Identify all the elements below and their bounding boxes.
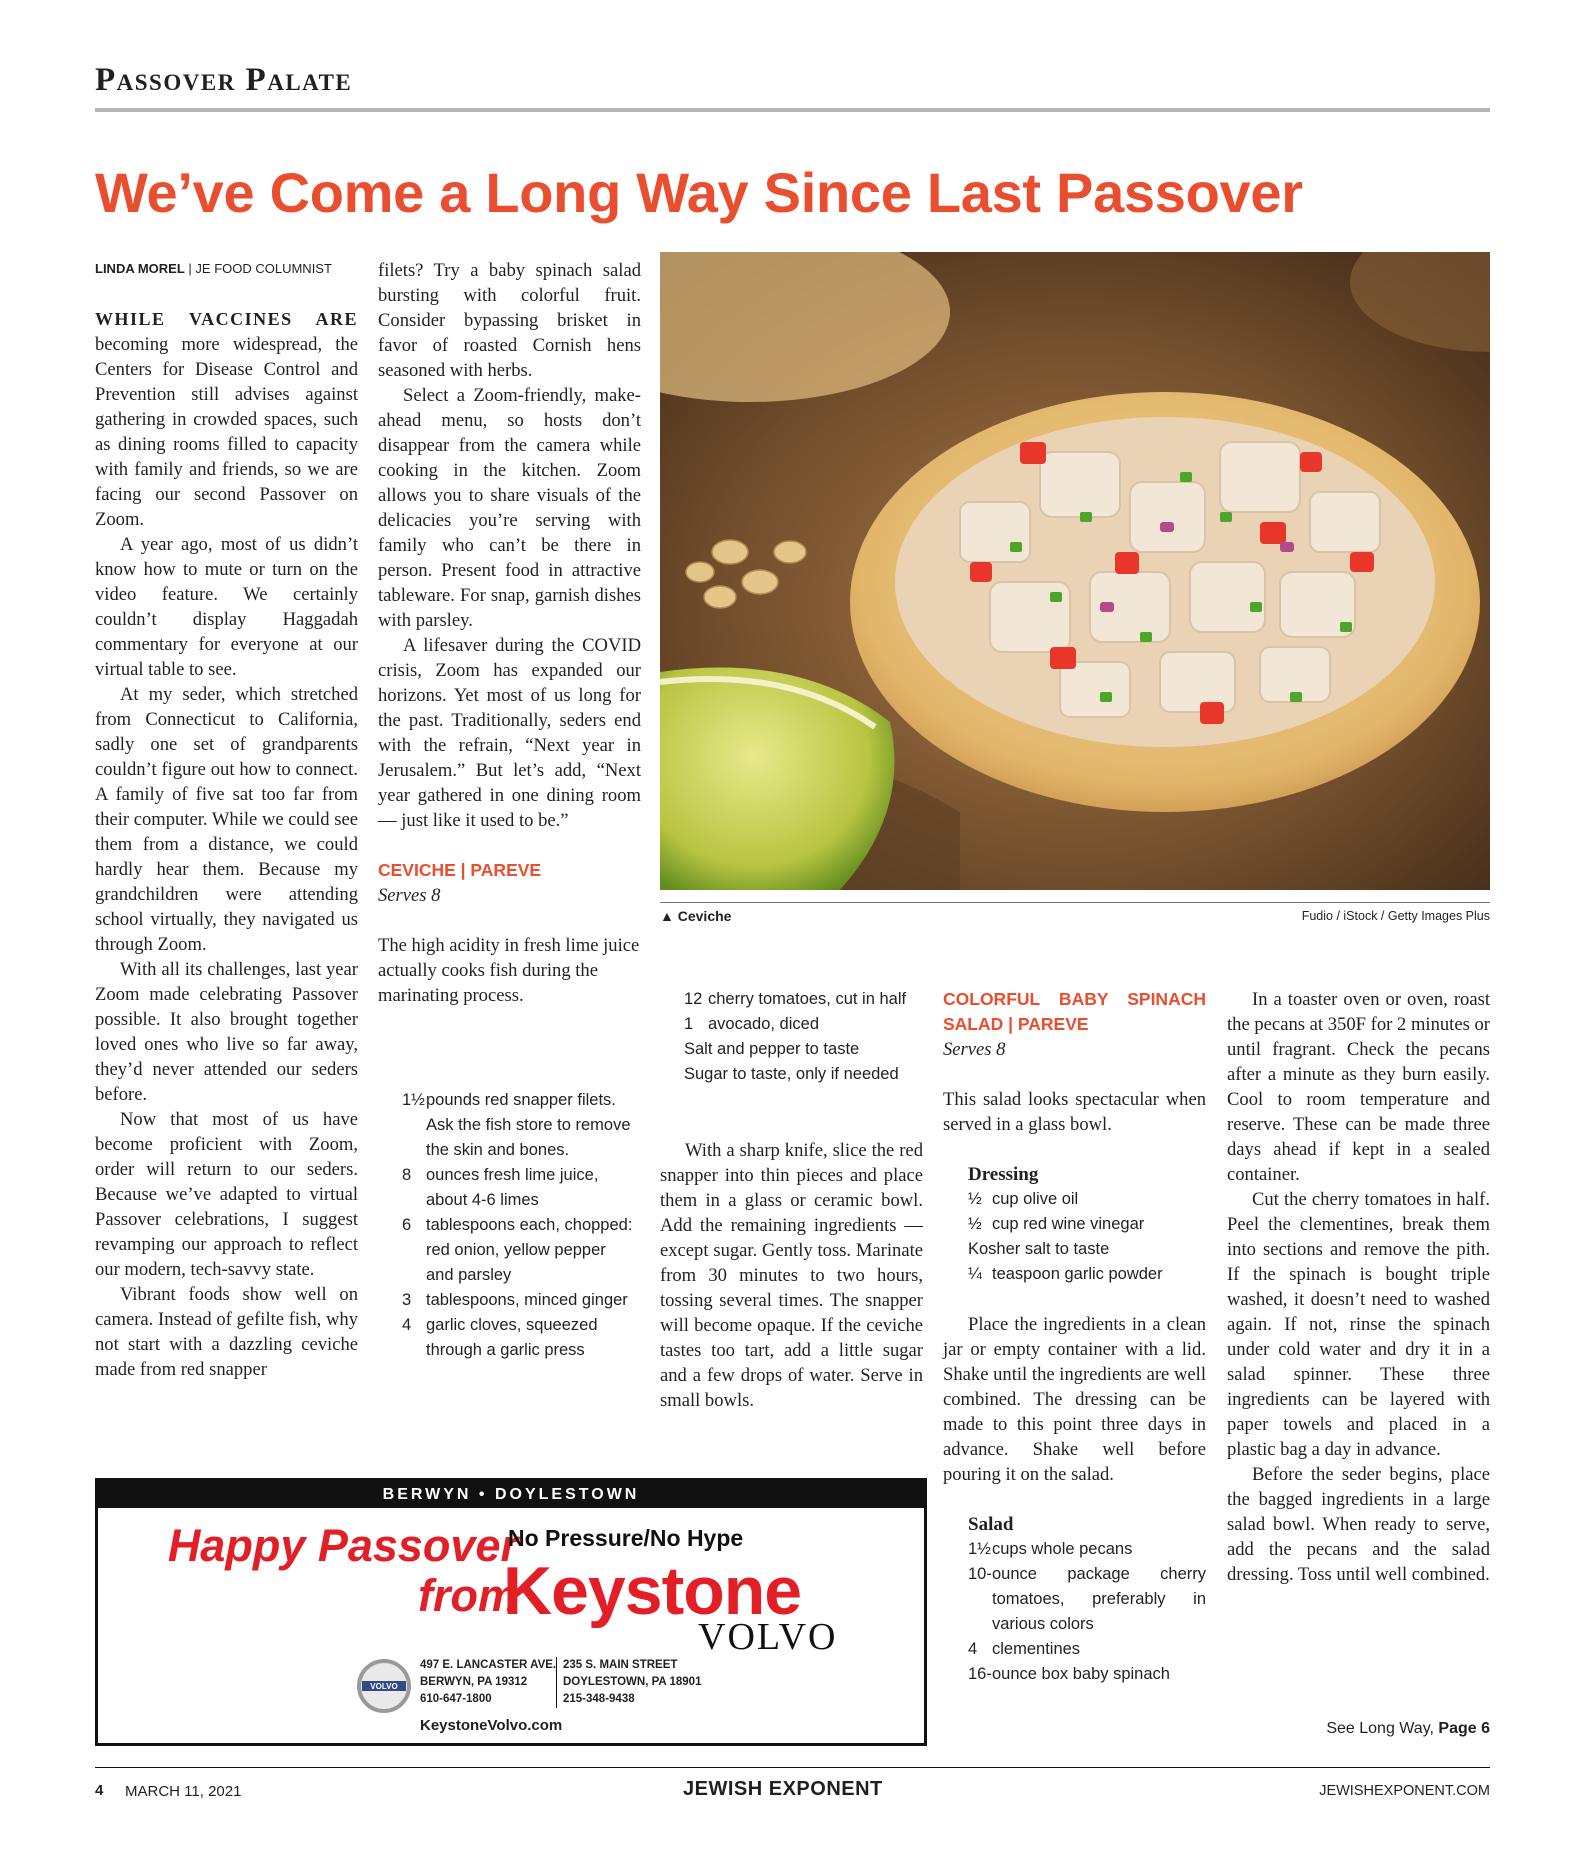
paragraph: With all its challenges, last year Zoom made celebrating Passover possible. It also brought together loved ones who live so far away, they’d never attended our seders before. [95,959,358,1105]
caption-rule [660,902,1490,903]
ingredient-row: 12 cherry tomatoes, cut in half [684,990,907,1008]
paragraph: With a sharp knife, slice the red snapper into thin pieces and place them in a glass or ceramic bowl. Add the remaining ingredients — except sugar. Gently toss. Marinate from 30 minutes to two hours, tossing several times. The snapper will become opaque. If the ceviche tastes too tart, add a little sugar and a few drops of water. Serve in small bowls. [660,1140,923,1411]
ingredient-row: 4 clementines [968,1640,1081,1658]
ceviche-ingredients-a [402,1088,637,1363]
ingredient-row: 8 ounces fresh lime juice, about 4-6 limes [402,1166,599,1209]
ingredient-row: 3 tablespoons, minced ginger [402,1291,628,1309]
ceviche-photo [660,252,1490,890]
paragraph: filets? Try a baby spinach salad bursting with colorful fruit. Consider bypassing brisket in favor of roasted Cornish hens seasoned with herbs. [378,260,641,381]
ingredient-sugar: Sugar to taste, only if needed [684,1065,899,1083]
paragraph: A lifesaver during the COVID crisis, Zoom has expanded our horizons. Yet most of us long for the past. Traditionally, seders end with the refrain, “Next year in Jerusalem.” But let’s add, “Next year gathered in one dining room — just like it used to be.” [378,635,641,831]
website-url[interactable]: JEWISHEXPONENT.COM [1319,1783,1490,1799]
ad-location-bar: BERWYN • DOYLESTOWN [98,1481,924,1508]
ad-happy-passover: Happy Passover from [167,1520,518,1621]
ingredient-row: 16- ounce box baby spinach [968,1665,1170,1683]
photo-credit: Fudio / iStock / Getty Images Plus [1301,909,1490,923]
ceviche-intro: The high acidity in fresh lime juice actually cooks fish during the marinating process. [378,935,640,1006]
ingredient-row: 6 tablespoons each, chopped: red onion, yellow pepper and parsley [402,1216,633,1284]
article-column-2 [378,258,641,1008]
byline-sep: | [184,261,196,276]
ingredient-row: ½ cup red wine vinegar [968,1215,1145,1233]
top-rule [95,108,1490,112]
byline [95,261,332,276]
ingredient-kosher-salt: Kosher salt to taste [968,1240,1110,1258]
paragraph: Now that most of us have become proficient with Zoom, order will return to our seders. Because we’ve adapted to virtual Passover celebrations, I suggest revamping our approach to reflect our modern, tech-savvy state. [95,1109,358,1280]
spinach-intro: This salad looks spectacular when served in a glass bowl. [943,1089,1206,1135]
keystone-volvo-ad[interactable] [95,1478,927,1746]
ingredient-row: ½ cup olive oil [968,1190,1079,1208]
photo-caption: ▲ Ceviche [660,908,732,924]
byline-name: LINDA MOREL [95,261,185,276]
paragraph: In a toaster oven or oven, roast the pecans at 350F for 2 minutes or until fragrant. Check the pecans after a minute as they burn easily. Cool to room temperature and reserve. These can be made three days ahead if kept in a sealed container. [1227,989,1490,1185]
paragraph: becoming more widespread, the Centers for Disease Control and Prevention still advises against gathering in crowded spaces, such as dining rooms filled to capacity with family and friends, so we are facing our second Passover on Zoom. [95,334,358,530]
dressing-subhead: Dressing [968,1164,1039,1185]
ad-address-doylestown: 235 S. MAIN STREET DOYLESTOWN, PA 18901 215-348-9438 [556,1657,701,1708]
dressing-ingredients [943,1187,1206,1287]
publication-name: JEWISH EXPONENT [683,1778,883,1800]
ceviche-serves: Serves 8 [378,885,441,906]
ingredient-row: ¼ teaspoon garlic powder [968,1265,1163,1283]
salad-subhead: Salad [968,1514,1014,1535]
caption-triangle-icon: ▲ [660,908,674,924]
paragraph: Select a Zoom-friendly, make-ahead menu, so hosts don’t disappear from the camera while cooking in the kitchen. Zoom allows you to share visuals of the delicacies you’re serving with family who can’t be there in person. Present food in attractive tableware. For snap, garnish dishes with parsley. [378,385,641,631]
paragraph: A year ago, most of us didn’t know how to mute or turn on the video feature. We certainly couldn’t display Haggadah commentary for everyone at our virtual table to see. [95,534,358,680]
page-number: 4 [95,1782,104,1799]
salad-ingredients [943,1537,1206,1687]
paragraph: Cut the cherry tomatoes in half. Peel the clementines, break them into sections and remove the pith. If the spinach is bought triple washed, it doesn’t need to washed again. If not, rinse the spinach under cold water and dry it in a salad spinner. These three ingredients can be layered with paper towels and placed in a plastic bag a day in advance. [1227,1189,1490,1460]
ingredient-row: 4 garlic cloves, squeezed through a garlic press [402,1316,598,1359]
byline-role: JE FOOD COLUMNIST [195,261,332,276]
ingredient-row: 1½ pounds red snapper filets. Ask the fish store to remove the skin and bones. [402,1091,631,1159]
dressing-method: Place the ingredients in a clean jar or empty container with a lid. Shake until the ingredients are well combined. The dressing can be made to this point three days in advance. Shake well before pouring it on the salad. [943,1314,1206,1485]
ingredient-row: 1 avocado, diced [684,1015,819,1033]
footer-rule [95,1767,1490,1768]
ad-tagline: No Pressure/No Hype [508,1525,744,1551]
spinach-method-column [1227,987,1490,1587]
issue-date: MARCH 11, 2021 [125,1783,242,1800]
ad-address-berwyn: 497 E. LANCASTER AVE. BERWYN, PA 19312 610-647-1800 [420,1659,557,1705]
ingredient-row: 10- ounce package cherry tomatoes, preferably in various colors [968,1565,1206,1633]
paragraph: At my seder, which stretched from Connecticut to California, sadly one set of grandparents couldn’t figure out how to connect. A family of five sat too far from their computer. While we could see them from a distance, we could hardly hear them. Because my grandchildren were attending school virtually, they navigated us through Zoom. [95,684,358,955]
volvo-logo-icon [356,1658,412,1714]
paragraph: Vibrant foods show well on camera. Instead of gefilte fish, why not start with a dazzling ceviche made from red snapper [95,1284,358,1380]
spinach-recipe-column [943,987,1206,1687]
svg-text:VOLVO: VOLVO [370,1682,398,1691]
ceviche-photo-illustration [660,252,1490,890]
paragraph: Before the seder begins, place the bagged ingredients in a large salad bowl. When ready to serve, add the pecans and the salad dressing. Toss until well combined. [1227,1464,1490,1585]
ad-brand-volvo: VOLVO [698,1616,838,1658]
article-column-1 [95,307,358,1382]
ceviche-method [660,1138,923,1413]
spinach-recipe-title: COLORFUL BABY SPINACH SALAD | PAREVE [943,989,1206,1034]
section-title: Passover Palate [95,62,353,98]
lead-in: WHILE VACCINES ARE [95,309,358,329]
continued-jump-link[interactable]: See Long Way, Page 6 [1326,1720,1490,1737]
ingredient-salt: Salt and pepper to taste [684,1040,860,1058]
ad-brand-keystone: Keystone [503,1553,802,1629]
ingredient-row: 1½ cups whole pecans [968,1540,1133,1558]
ceviche-recipe-title: CEVICHE | PAREVE [378,860,542,880]
ad-website-link[interactable]: KeystoneVolvo.com [420,1717,563,1734]
ceviche-ingredients-b [684,987,929,1087]
spinach-serves: Serves 8 [943,1039,1006,1060]
headline: We’ve Come a Long Way Since Last Passover [95,161,1303,224]
